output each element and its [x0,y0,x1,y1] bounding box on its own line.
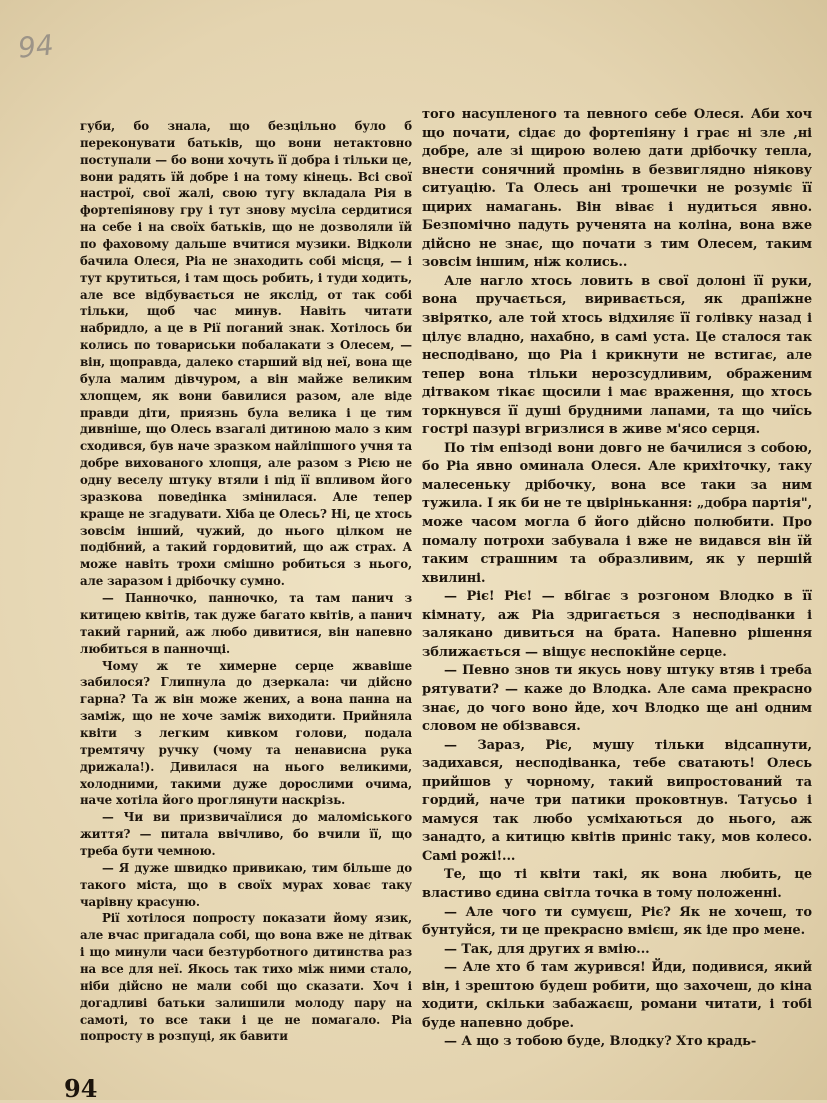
paragraph: Чому ж те химерне серце жвавіше забилося? Глипнула до дзеркала: чи дійсно гарна? Та ж він може жених, а вона панна на заміж, що не хоче заміж виходити. Прийняла квіти з легким кивком голови, подала тремтячу ручку (чому та ненависна рука дрижала!). Дивилася на нього великими, холодними, такими дуже дорослими очима, наче хотіла його проглянути наскрізь. [80,658,412,808]
paragraph: Але нагло хтось ловить в свої долоні її руки, вона пручається, виривається, як драпіжне звірятко, але той хтось відхиляє її голівку назад і цілує владно, нахабно, в самі уста. Це сталося так несподівано, що Ріа і крикнути не встигає, але тепер вона тільки нерозсудливим, ображеним дітваком тікає щосили і має враження, що хтось торкнувся її душі брудними лапами, та що чиїсь гострі пазурі вгризлися в живе м'ясо серця. [422,273,812,438]
paragraph: — Зараз, Ріє, мушу тільки відсапнути, задихався, несподіванка, тебе сватають! Олесь прийшов у чорному, такий випростований та гордий, наче три патики проковтнув. Татусьо і мамуся так любо усміхаються до нього, аж занадто, а китицю квітів приніс таку, мов колесо. Самі рожі!... [422,737,812,864]
paragraph: — Чи ви призвичаїлися до маломіського життя? — питала ввічливо, бо вчили її, що треба бути чемною. [80,810,412,858]
paragraph: По тім епізоді вони довго не бачилися з собою, бо Ріа явно оминала Олеся. Але крихіточку, таку малесеньку дрібочку, вона все таки за ним тужила. І як би не те цвірінькання: „добра партія", може часом могла б його дійсно полюбити. Про помалу потрохи забувала і вже не видався він їй таким страшним та образливим, як у першій хвилині. [422,440,812,586]
paragraph: того насупленого та певного себе Олеся. Аби хоч що почати, сідає до фортепіяну і грає ні зле ,ні добре, але зі щирою волею дати дрібочку тепла, внести сонячний промінь в безвиглядно ніякову ситуацію. Та Олесь ані трошечки не розуміє її щирих намагань. Він віває і нудиться явно. Безпомічно падуть рученята на коліна, вона вже дійсно не знає, що почати з тим Олесем, таким зовсім іншим, ніж колись.. [422,107,812,271]
paragraph: Рії хотілося попросту показати йому язик, але вчас пригадала собі, що вона вже не дітвак і що минули часи безтурботного дитинства раз на все для неї. Якось так тихо між ними стало, ніби дійсно не мали собі що сказати. Хоч і догадливі батьки залишили молоду пару на самоті, то все таки і це не помагало. Ріа попросту в розпуці, як бавити [80,911,412,1044]
paragraph: — Але чого ти сумуєш, Ріє? Як не хочеш, то бунтуйся, ти це прекрасно вмієш, як іде про мене. [422,904,812,939]
right-text-column [422,106,812,1052]
paragraph: — Я дуже швидко привикаю, тим більше до такого міста, що в своїх мурах ховає таку чарівну красуню. [80,860,412,909]
paragraph: — Певно знов ти якусь нову штуку втяв і треба рятувати? — каже до Влодка. Але сама прекрасно знає, до чого воно йде, хоч Влодко ще ані одним словом не обізвався. [422,663,812,735]
paragraph: — Так, для других я вмію... [444,941,650,957]
paragraph: губи, бо знала, що безцільно було б переконувати батьків, що вони нетактовно поступали — бо вони хочуть її добра і тільки це, вони радять їй добре і на тому кінець. Всі свої настрої, свої жалі, свою тугу вкладала Рія в фортепіянову гру і тут знову мусіла сердитися на себе і на своїх батьків, що не дозволяли їй по фаховому дальше вчитися музики. Відколи бачила Олеся, Ріа не знаходить собі місця, — і тут крутиться, і там щось робить, і туди ходить, але все відбувається не якслід, от так собі тільки, щоб час минув. Навіть читати набридло, а це в Рії поганий знак. Хотілось би колись по товариськи побалакати з Олесем, — він, щоправда, далеко старший від неї, вона ще була малим дівчуром, а він майже великим хлопцем, як вони бавилися разом, але віде правди діти, приязнь була велика і це тим дивніше, що Олесь взагалі дитиною мало з ким сходився, був наче зразком найліпшого учня та добре вихованого хлопця, але разом з Рією не одну веселу штуку втяли і під її впливом його зразкова поведінка змінилася. Але тепер краще не згадувати. Хіба це Олесь? Ні, це хтось зовсім інший, чужий, до нього цілком не подібний, а такий гордовитий, що аж страх. А може навіть трохи смішно робиться з нього, але заразом і дрібочку сумно. [80,119,412,589]
paragraph: Те, що ті квіти такі, як вона любить, це властиво єдина світла точка в тому положенні. [422,867,812,901]
paragraph: — А що з тобою буде, Влодку? Хто крадь- [444,1034,757,1050]
paragraph: — Ріє! Ріє! — вбігає з розгоном Влодко в її кімнату, аж Ріа здригається з несподіванки і залякано дивиться на брата. Напевно рішення зближається — віщує неспокійне серце. [422,589,812,660]
handwritten-page-note: 94 [16,28,56,65]
paragraph: — Панночко, панночко, та там панич з китицею квітів, так дуже багато квітів, а панич такий гарний, аж любо дивитися, він напевно любиться в панночці. [80,591,412,656]
paragraph: — Але хто б там журився! Йди, подивися, який він, і зрештою будеш робити, що захочеш, до кіна ходити, скільки забажаєш, романи читати, і тобі буде напевно добре. [422,960,812,1031]
left-text-column [80,118,412,1045]
page-number: 94 [64,1074,98,1103]
